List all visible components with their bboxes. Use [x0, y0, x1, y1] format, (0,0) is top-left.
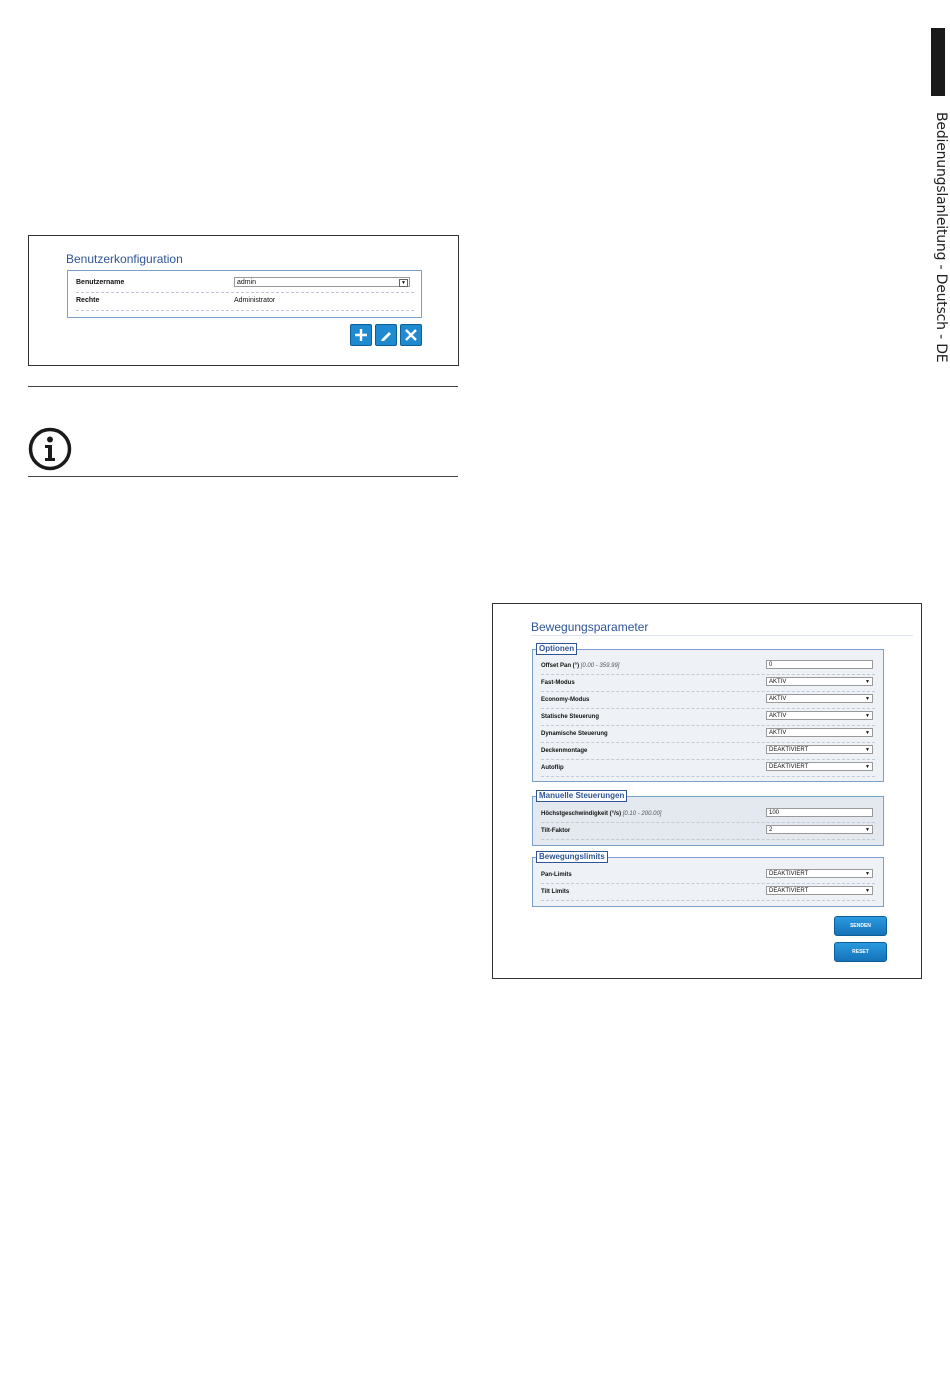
motion-params-screenshot	[492, 603, 922, 979]
tilt-limits-select[interactable]	[766, 886, 873, 895]
tilt-limits-row	[541, 883, 875, 901]
send-button[interactable]: SENDEN	[834, 916, 887, 936]
edit-icon	[379, 328, 393, 342]
pan-limits-select[interactable]	[766, 869, 873, 878]
edit-user-button[interactable]	[375, 324, 397, 346]
ceiling-mount-select[interactable]	[766, 745, 873, 754]
username-value: admin	[237, 279, 257, 286]
user-config-title: Benutzerkonfiguration	[66, 252, 183, 266]
fast-mode-label: Fast-Modus	[541, 680, 575, 686]
user-config-table	[67, 270, 422, 318]
chevron-down-icon: ▼	[865, 679, 870, 685]
economy-mode-row	[541, 691, 875, 709]
tilt-factor-select[interactable]	[766, 825, 873, 834]
economy-mode-label: Economy-Modus	[541, 697, 590, 703]
delete-user-button[interactable]	[400, 324, 422, 346]
max-speed-input[interactable]	[766, 808, 873, 817]
rights-value: Administrator	[234, 297, 276, 304]
chevron-down-icon: ▼	[399, 279, 408, 287]
economy-mode-value: AKTIV	[769, 696, 787, 702]
dynamic-control-value: AKTIV	[769, 730, 787, 736]
dynamic-control-select[interactable]	[766, 728, 873, 737]
username-select[interactable]	[234, 277, 410, 287]
autoflip-label: Autoflip	[541, 765, 564, 771]
motion-limits-fieldset	[532, 852, 884, 907]
dynamic-control-row	[541, 725, 875, 743]
offset-pan-label: Offset Pan (°)	[541, 663, 580, 669]
manual-controls-legend: Manuelle Steuerungen	[536, 790, 627, 802]
chevron-down-icon: ▼	[865, 713, 870, 719]
tilt-limits-value: DEAKTIVIERT	[769, 888, 809, 894]
ceiling-mount-value: DEAKTIVIERT	[769, 747, 809, 753]
chevron-down-icon: ▼	[865, 730, 870, 736]
offset-pan-input[interactable]	[766, 660, 873, 669]
chevron-down-icon: ▼	[865, 871, 870, 877]
options-legend: Optionen	[536, 643, 577, 655]
ceiling-mount-label: Deckenmontage	[541, 748, 588, 754]
chevron-down-icon: ▼	[865, 696, 870, 702]
add-user-button[interactable]	[350, 324, 372, 346]
autoflip-row	[541, 759, 875, 777]
user-config-screenshot	[28, 235, 459, 366]
tilt-factor-label: Tilt-Faktor	[541, 828, 571, 834]
fast-mode-select[interactable]	[766, 677, 873, 686]
offset-pan-hint: [0.00 - 359.99]	[580, 663, 620, 669]
add-icon	[354, 328, 368, 342]
offset-pan-value: 0	[769, 662, 773, 668]
pan-limits-row	[541, 866, 875, 884]
pan-limits-value: DEAKTIVIERT	[769, 871, 809, 877]
chevron-down-icon: ▼	[865, 827, 870, 833]
fast-mode-value: AKTIV	[769, 679, 787, 685]
chevron-down-icon: ▼	[865, 764, 870, 770]
tilt-factor-row	[541, 822, 875, 840]
static-control-value: AKTIV	[769, 713, 787, 719]
max-speed-hint: [0.10 - 200.00]	[622, 811, 662, 817]
economy-mode-select[interactable]	[766, 694, 873, 703]
rights-label: Rechte	[76, 297, 100, 304]
manual-controls-fieldset	[532, 791, 884, 846]
title-divider	[531, 635, 913, 636]
note-top-rule	[28, 386, 458, 387]
autoflip-value: DEAKTIVIERT	[769, 764, 809, 770]
side-tab-label: Bedienungslanleitung - Deutsch - DE	[933, 112, 949, 363]
static-control-label: Statische Steuerung	[541, 714, 600, 720]
chevron-down-icon: ▼	[865, 747, 870, 753]
info-icon	[28, 427, 72, 476]
max-speed-row	[541, 805, 875, 823]
ceiling-mount-row	[541, 742, 875, 760]
username-label: Benutzername	[76, 279, 125, 286]
reset-button[interactable]: RESET	[834, 942, 887, 962]
username-row	[76, 274, 414, 293]
offset-pan-row	[541, 657, 875, 675]
note-bottom-rule	[28, 476, 458, 477]
static-control-row	[541, 708, 875, 726]
rights-row	[76, 292, 414, 311]
chevron-down-icon: ▼	[865, 888, 870, 894]
options-fieldset	[532, 644, 884, 782]
pan-limits-label: Pan-Limits	[541, 872, 572, 878]
tilt-factor-value: 2	[769, 827, 773, 833]
dynamic-control-label: Dynamische Steuerung	[541, 731, 608, 737]
delete-icon	[404, 328, 418, 342]
autoflip-select[interactable]	[766, 762, 873, 771]
section-marker-bar	[931, 28, 945, 96]
static-control-select[interactable]	[766, 711, 873, 720]
max-speed-label: Höchstgeschwindigkeit (°/s)	[541, 811, 622, 817]
motion-limits-legend: Bewegungslimits	[536, 851, 608, 863]
tilt-limits-label: Tilt Limits	[541, 889, 570, 895]
max-speed-value: 100	[769, 810, 780, 816]
motion-params-title: Bewegungsparameter	[531, 620, 649, 634]
fast-mode-row	[541, 674, 875, 692]
